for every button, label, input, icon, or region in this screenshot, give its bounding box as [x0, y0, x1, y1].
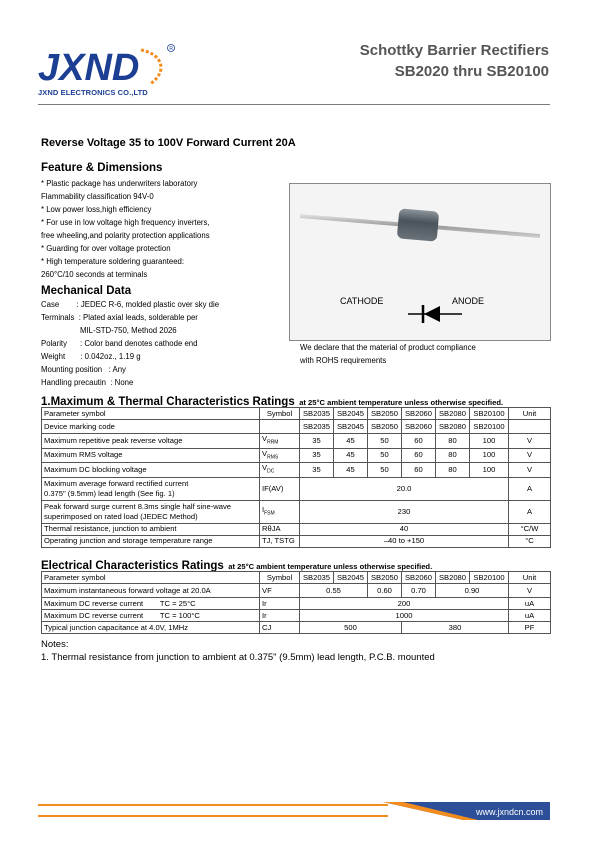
- table-cell: Maximum DC reverse current TC = 100°C: [42, 610, 260, 622]
- features-heading: Feature & Dimensions: [41, 162, 163, 174]
- company-name: JXND ELECTRONICS CO.,LTD: [38, 88, 148, 97]
- table-cell: 50: [368, 448, 402, 463]
- table-cell: SB2045: [334, 420, 368, 434]
- mechanical-line: Terminals : Plated axial leads, solderable per: [41, 313, 198, 322]
- feature-line: free wheeling,and polarity protection applications: [41, 231, 210, 240]
- table-cell: SB2050: [368, 408, 402, 420]
- table-row: [42, 448, 551, 463]
- table-cell: SB2045: [334, 408, 368, 420]
- table-row: [42, 463, 551, 478]
- table-cell: Maximum average forward rectified current 0.375" (9.5mm) lead length (See fig. 1): [42, 477, 260, 500]
- table-row: [42, 477, 551, 500]
- table-cell: SB2080: [436, 408, 470, 420]
- table-row: [42, 434, 551, 449]
- table-cell: 60: [402, 463, 436, 478]
- mechanical-line: Case : JEDEC R-6, molded plastic over sky die: [41, 300, 220, 309]
- mechanical-line: Polarity : Color band denotes cathode end: [41, 339, 198, 348]
- table-cell: 35: [300, 448, 334, 463]
- table-row: [42, 523, 551, 535]
- svg-text:R: R: [169, 46, 174, 53]
- table-cell: Symbol: [260, 408, 300, 420]
- table-row: [42, 420, 551, 434]
- table-row: [42, 598, 551, 610]
- table-cell: 45: [334, 434, 368, 449]
- table-cell: SB2035: [300, 572, 334, 584]
- table-cell: SB20100: [470, 408, 509, 420]
- table-cell: Operating junction and storage temperature range: [42, 535, 260, 547]
- table-cell: °C/W: [509, 523, 551, 535]
- table-cell: TJ, TSTG: [260, 535, 300, 547]
- table-cell: 500: [300, 622, 402, 634]
- table-cell: 0.55: [300, 584, 368, 598]
- max-ratings-table: [41, 407, 551, 548]
- symbol-cell: $V_{RRM}$: [260, 434, 300, 449]
- table-cell: SB2050: [368, 572, 402, 584]
- table-cell: 50: [368, 463, 402, 478]
- doc-part-range: SB2020 thru SB20100: [394, 63, 549, 80]
- table-cell: 380: [402, 622, 509, 634]
- table-row: [42, 535, 551, 547]
- table-cell: 60: [402, 434, 436, 449]
- table-cell: Unit: [509, 572, 551, 584]
- table-cell: 20.0: [300, 477, 509, 500]
- note-line: 1. Thermal resistance from junction to ambient at 0.375" (9.5mm) lead length, P.C.B. mounted: [41, 652, 435, 663]
- feature-line: * High temperature soldering guaranteed:: [41, 257, 185, 266]
- table-cell: Symbol: [260, 572, 300, 584]
- electrical-note: at 25°C ambient temperature unless otherwise specified.: [228, 562, 433, 571]
- table-cell: 0.70: [402, 584, 436, 598]
- table-cell: Ir: [260, 598, 300, 610]
- table-cell: SB2080: [436, 420, 470, 434]
- product-photo: [289, 183, 551, 341]
- feature-line: * Plastic package has underwriters laboratory: [41, 179, 198, 188]
- max-ratings-title: 1.Maximum & Thermal Characteristics Ratings: [41, 396, 295, 408]
- diode-illustration: [290, 184, 550, 340]
- table-cell: 35: [300, 463, 334, 478]
- mechanical-line: MIL-STD-750, Method 2026: [41, 326, 177, 335]
- table-cell: A: [509, 500, 551, 523]
- table-cell: CJ: [260, 622, 300, 634]
- rohs-line-1: We declare that the material of product compliance: [300, 343, 476, 352]
- table-cell: Thermal resistance, junction to ambient: [42, 523, 260, 535]
- table-row: [42, 408, 551, 420]
- table-cell: V: [509, 463, 551, 478]
- symbol-cell: $V_{RMS}$: [260, 448, 300, 463]
- table-cell: 100: [470, 434, 509, 449]
- table-cell: Maximum DC reverse current TC = 25°C: [42, 598, 260, 610]
- max-ratings-note: at 25°C ambient temperature unless otherwise specified.: [299, 398, 504, 407]
- anode-label: ANODE: [452, 296, 485, 306]
- cathode-label: CATHODE: [340, 296, 384, 306]
- table-cell: uA: [509, 598, 551, 610]
- table-cell: VF: [260, 584, 300, 598]
- table-cell: SB2060: [402, 572, 436, 584]
- table-cell: Parameter symbol: [42, 572, 260, 584]
- table-cell: Maximum DC blocking voltage: [42, 463, 260, 478]
- table-cell: °C: [509, 535, 551, 547]
- table-cell: 80: [436, 463, 470, 478]
- feature-line: 260°C/10 seconds at terminals: [41, 270, 148, 279]
- table-cell: V: [509, 584, 551, 598]
- logo-text: JXND: [38, 47, 140, 89]
- table-cell: SB20100: [470, 420, 509, 434]
- notes: [41, 638, 435, 664]
- diode-body: [397, 208, 439, 241]
- mechanical-line: Handling precautin : None: [41, 378, 134, 387]
- table-cell: 60: [402, 448, 436, 463]
- mechanical-list: [41, 300, 219, 391]
- table-cell: 80: [436, 448, 470, 463]
- table-cell: 100: [470, 463, 509, 478]
- table-cell: Typical junction capacitance at 4.0V, 1MHz: [42, 622, 260, 634]
- table-cell: 1000: [300, 610, 509, 622]
- mechanical-heading: Mechanical Data: [41, 285, 132, 297]
- table-cell: RθJA: [260, 523, 300, 535]
- table-cell: 40: [300, 523, 509, 535]
- table-cell: SB2035: [300, 408, 334, 420]
- table-cell: Unit: [509, 408, 551, 420]
- electrical-table: [41, 571, 551, 634]
- footer-url[interactable]: www.jxndcn.com: [475, 807, 543, 817]
- table-cell: [509, 420, 551, 434]
- table-cell: 80: [436, 434, 470, 449]
- table-cell: 50: [368, 434, 402, 449]
- table-cell: SB2060: [402, 408, 436, 420]
- table-cell: SB2060: [402, 420, 436, 434]
- table-cell: SB20100: [470, 572, 509, 584]
- table-cell: PF: [509, 622, 551, 634]
- rohs-line-2: with ROHS requirements: [300, 356, 387, 365]
- footer-bar: [38, 802, 550, 820]
- table-cell: Maximum repetitive peak reverse voltage: [42, 434, 260, 449]
- symbol-cell: $I_{FSM}$: [260, 500, 300, 523]
- mechanical-line: Weight : 0.042oz., 1.19 g: [41, 352, 141, 361]
- table-cell: [260, 420, 300, 434]
- table-cell: 100: [470, 448, 509, 463]
- doc-title: Schottky Barrier Rectifiers: [359, 42, 549, 59]
- table-row: [42, 572, 551, 584]
- table-cell: 45: [334, 463, 368, 478]
- feature-line: * Guarding for over voltage protection: [41, 244, 171, 253]
- table-cell: –40 to +150: [300, 535, 509, 547]
- table-cell: V: [509, 448, 551, 463]
- table-cell: 0.90: [436, 584, 509, 598]
- table-cell: Peak forward surge current 8.3ms single half sine-wave superimposed on rated load (JEDEC Method): [42, 500, 260, 523]
- table-row: [42, 622, 551, 634]
- symbol-cell: $V_{DC}$: [260, 463, 300, 478]
- table-cell: 230: [300, 500, 509, 523]
- table-cell: Device marking code: [42, 420, 260, 434]
- rohs-declaration: [300, 341, 476, 367]
- table-cell: V: [509, 434, 551, 449]
- table-cell: 0.60: [368, 584, 402, 598]
- table-row: [42, 610, 551, 622]
- features-list: [41, 179, 210, 283]
- table-cell: IF(AV): [260, 477, 300, 500]
- table-cell: 35: [300, 434, 334, 449]
- feature-line: * Low power loss,high efficiency: [41, 205, 152, 214]
- table-cell: uA: [509, 610, 551, 622]
- table-cell: Maximum instantaneous forward voltage at 20.0A: [42, 584, 260, 598]
- table-cell: Ir: [260, 610, 300, 622]
- table-row: [42, 500, 551, 523]
- feature-line: Flammability classification 94V-0: [41, 192, 154, 201]
- electrical-title: Electrical Characteristics Ratings: [41, 560, 224, 572]
- table-cell: SB2050: [368, 420, 402, 434]
- table-cell: SB2035: [300, 420, 334, 434]
- table-cell: A: [509, 477, 551, 500]
- feature-line: * For use in low voltage high frequency inverters,: [41, 218, 210, 227]
- table-cell: Maximum RMS voltage: [42, 448, 260, 463]
- table-cell: SB2045: [334, 572, 368, 584]
- header-divider: [38, 104, 550, 105]
- mechanical-line: Mounting position : Any: [41, 365, 126, 374]
- table-cell: 200: [300, 598, 509, 610]
- table-cell: Parameter symbol: [42, 408, 260, 420]
- table-cell: 45: [334, 448, 368, 463]
- notes-heading: Notes:: [41, 639, 69, 650]
- table-cell: SB2080: [436, 572, 470, 584]
- ratings-subtitle: Reverse Voltage 35 to 100V Forward Current 20A: [41, 137, 296, 149]
- table-row: [42, 584, 551, 598]
